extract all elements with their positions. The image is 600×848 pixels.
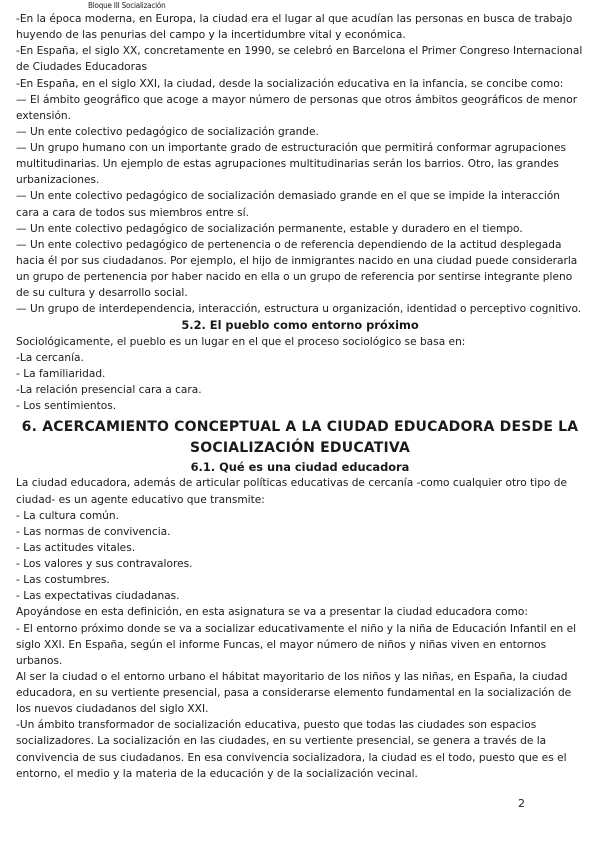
list-item: - Los valores y sus contravalores. [16, 558, 193, 571]
paragraph: -En España, el siglo XX, concretamente en 1990, se celebró en Barcelona el Primer Congreso Internacional de Ciudades Educadoras [16, 45, 583, 74]
paragraph: -En la época moderna, en Europa, la ciudad era el lugar al que acudían las personas en busca de trabajo huyendo de las penurias del campo y la incertidumbre vital y económica. [16, 13, 573, 42]
list-item: - Las costumbres. [16, 574, 110, 587]
list-item: — El ámbito geográfico que acoge a mayor número de personas que otros ámbitos geográficos de menor extensión. [16, 93, 578, 122]
page-number: 2 [518, 797, 525, 810]
list-item: — Un ente colectivo pedagógico de socialización grande. [16, 125, 319, 138]
paragraph: Apoyándose en esta definición, en esta asignatura se va a presentar la ciudad educadora como: [16, 606, 528, 619]
paragraph: -En España, en el siglo XXI, la ciudad, desde la socialización educativa en la infancia, se concibe como: [16, 77, 564, 90]
paragraph: Sociológicamente, el pueblo es un lugar en el que el proceso sociológico se basa en: [16, 335, 466, 348]
list-item: - Las expectativas ciudadanas. [16, 590, 180, 603]
paragraph: - El entorno próximo donde se va a socializar educativamente el niño y la niña de Educación Infantil en el siglo XXI. En España, según el informe Funcas, el mayor número de niños y niñas viven en entornos urbanos. [16, 622, 577, 667]
list-item: - Los sentimientos. [16, 400, 117, 413]
list-item: - Las normas de convivencia. [16, 525, 171, 538]
list-item: -La cercanía. [16, 351, 84, 364]
list-item: - La familiaridad. [16, 367, 106, 380]
section-heading-6-1: 6.1. Qué es una ciudad educadora [190, 460, 410, 475]
document-body [16, 11, 584, 782]
paragraph: Al ser la ciudad o el entorno urbano el hábitat mayoritario de los niños y las niñas, en España, la ciudad educadora, en su vertiente presencial, pasa a considerarse elemento fundamental en la socialización de los nuevos ciudadanos del siglo XXI. [16, 670, 572, 716]
list-item: — Un ente colectivo pedagógico de socialización demasiado grande en el que se impide la interacción cara a cara de todos sus miembros entre sí. [16, 190, 560, 219]
section-heading-5-2: 5.2. El pueblo como entorno próximo [181, 318, 419, 333]
list-item: — Un ente colectivo pedagógico de socialización permanente, estable y duradero en el tiempo. [16, 222, 523, 235]
paragraph: La ciudad educadora, además de articular políticas educativas de cercanía -como cualquier otro tipo de ciudad- es un agente educativo que transmite: [16, 477, 568, 506]
list-item: — Un grupo de interdependencia, interacción, estructura u organización, identidad o perceptivo cognitivo. [16, 303, 582, 316]
list-item: — Un grupo humano con un importante grado de estructuración que permitirá conformar agrupaciones multitudinarias. Un ejemplo de estas agrupaciones multitudinarias serán los barrios. Otro, las grandes urbanizaciones. [16, 142, 567, 187]
list-item: - Las actitudes vitales. [16, 541, 136, 554]
list-item: — Un ente colectivo pedagógico de pertenencia o de referencia dependiendo de la actitud desplegada hacia él por sus ciudadanos. Por ejemplo, el hijo de inmigrantes nacido en una ciudad puede considerarla un grupo de pertenencia por haber nacido en ella o un grupo de referencia por sentirse integrante pleno de su cultura y desarrollo social. [16, 238, 578, 300]
running-header: Bloque III Socialización [88, 1, 166, 10]
section-heading-6: 6. ACERCAMIENTO CONCEPTUAL A LA CIUDAD EDUCADORA DESDE LA SOCIALIZACIÓN EDUCATIVA [21, 419, 579, 457]
paragraph: -Un ámbito transformador de socialización educativa, puesto que todas las ciudades son espacios socializadores. La socialización en las ciudades, en su vertiente presencial, se genera a través de la convivencia de sus ciudadanos. En esa convivencia socializadora, la ciudad es el todo, puesto que es el entorno, el medio y la materia de la educación y de la socialización vecinal. [16, 719, 567, 780]
list-item: -La relación presencial cara a cara. [16, 383, 202, 396]
list-item: - La cultura común. [16, 509, 119, 522]
